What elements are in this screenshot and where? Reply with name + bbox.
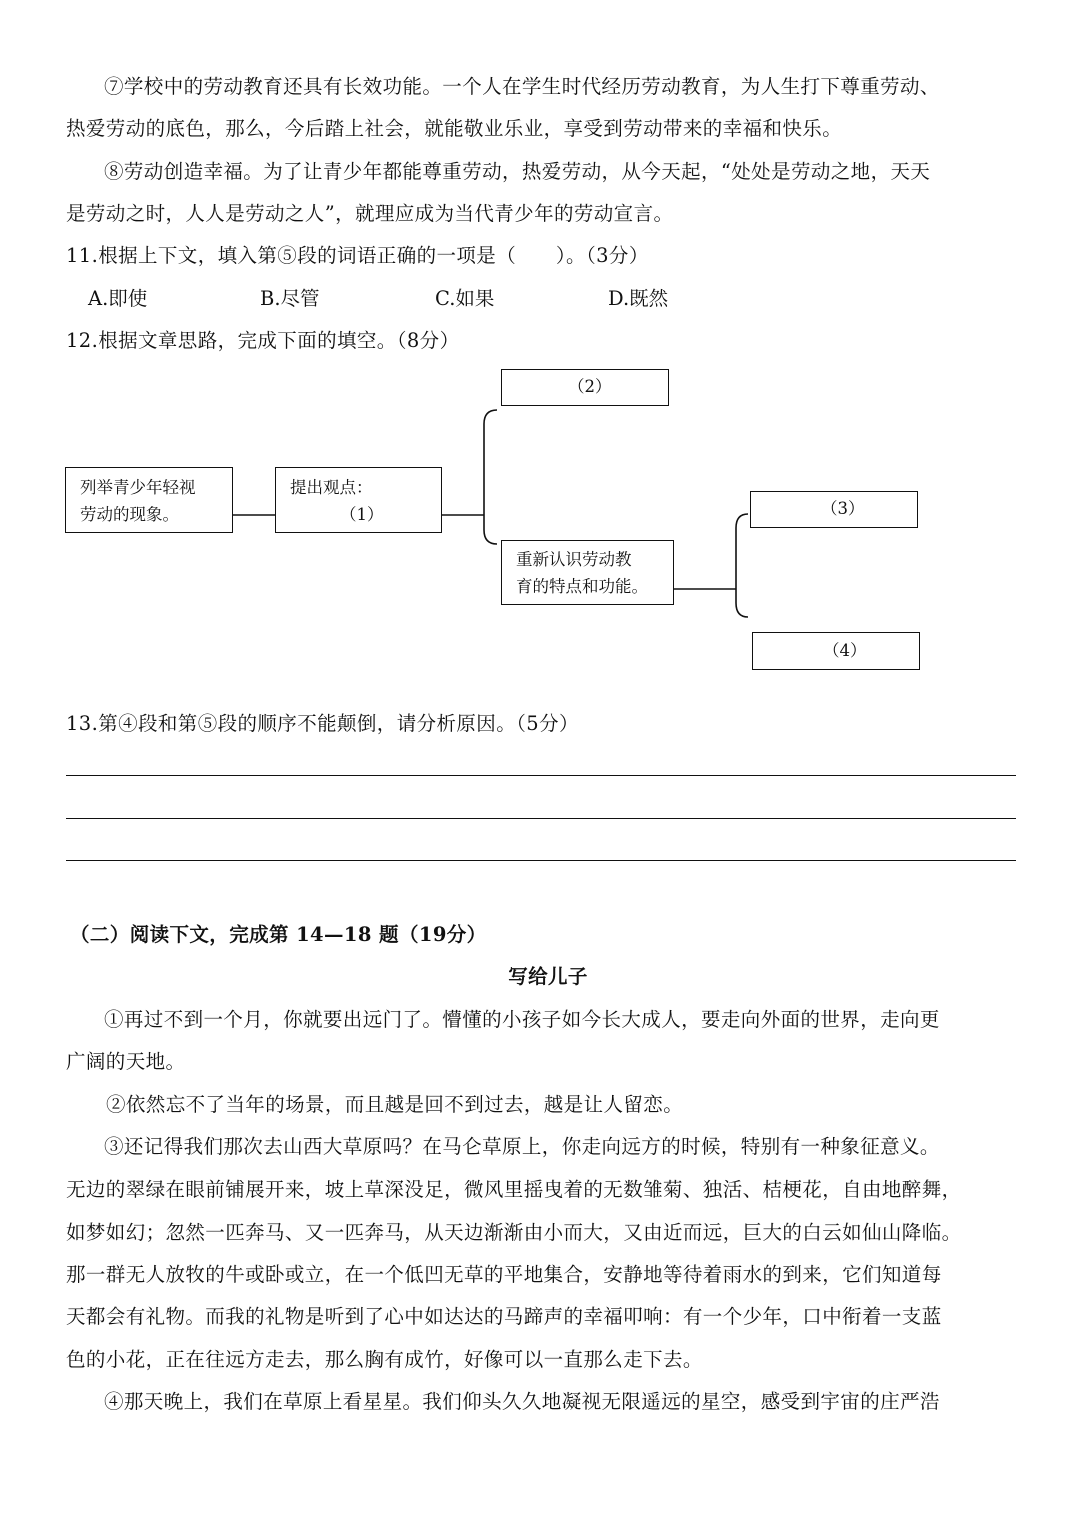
article-line: 广阔的天地。	[66, 1050, 186, 1073]
diagram-box-start	[65, 467, 233, 533]
article-line: 色的小花，正在往远方走去，那么胸有成竹，好像可以一直那么走下去。	[66, 1348, 703, 1371]
diagram-box-viewpoint[interactable]	[275, 467, 442, 533]
question-11-stem: 11.根据上下文，填入第⑤段的词语正确的一项是（ ）。（3分）	[66, 244, 649, 267]
box-rethink-line-1: 重新认识劳动教	[516, 550, 632, 569]
box-start-line-2: 劳动的现象。	[80, 505, 179, 524]
box-2-label: （2）	[568, 377, 612, 396]
article-line: 无边的翠绿在眼前铺展开来，坡上草深没足，微风里摇曳着的无数雏菊、独活、桔梗花，自由地醉舞，	[66, 1178, 962, 1201]
box-view-line-2: （1）	[340, 505, 384, 524]
diagram-box-2[interactable]	[501, 369, 669, 406]
bracket-right	[736, 514, 748, 617]
paragraph-8-line-2: 是劳动之时，人人是劳动之人”，就理应成为当代青少年的劳动宣言。	[66, 202, 674, 225]
article-line: ④那天晚上，我们在草原上看星星。我们仰头久久地凝视无限遥远的星空，感受到宇宙的庄严浩	[104, 1390, 940, 1413]
article-line: ②依然忘不了当年的场景，而且越是回不到过去，越是让人留恋。	[106, 1093, 684, 1116]
article-line: 如梦如幻；忽然一匹奔马、又一匹奔马，从天边渐渐由小而大，又由近而远，巨大的白云如仙山降临。	[66, 1221, 962, 1244]
diagram-box-3[interactable]	[750, 491, 918, 528]
question-13-stem: 13.第④段和第⑤段的顺序不能颠倒，请分析原因。（5分）	[66, 712, 579, 735]
answer-line-3[interactable]	[66, 860, 1016, 861]
bracket-left	[484, 410, 497, 544]
answer-line-1[interactable]	[66, 775, 1016, 776]
article-line: ①再过不到一个月，你就要出远门了。懵懂的小孩子如今长大成人，要走向外面的世界，走向更	[104, 1008, 940, 1031]
box-3-label: （3）	[821, 499, 865, 518]
paragraph-8-line-1: ⑧劳动创造幸福。为了让青少年都能尊重劳动，热爱劳动，从今天起，“处处是劳动之地，天天	[104, 160, 931, 183]
article-line: ③还记得我们那次去山西大草原吗？在马仑草原上，你走向远方的时候，特别有一种象征意义。	[104, 1135, 940, 1158]
q11-option-c[interactable]: C.如果	[435, 287, 495, 310]
box-start-line-1: 列举青少年轻视	[80, 478, 196, 497]
q11-option-b[interactable]: B.尽管	[260, 287, 320, 310]
box-4-label: （4）	[823, 641, 867, 660]
question-12-stem: 12.根据文章思路，完成下面的填空。（8分）	[66, 329, 460, 352]
box-rethink-line-2: 育的特点和功能。	[516, 577, 648, 596]
article-line: 天都会有礼物。而我的礼物是听到了心中如达达的马蹄声的幸福叩响：有一个少年，口中衔着一支蓝	[66, 1305, 942, 1328]
diagram-box-4[interactable]	[752, 632, 920, 670]
article-line: 那一群无人放牧的牛或卧或立，在一个低凹无草的平地集合，安静地等待着雨水的到来，它们知道每	[66, 1263, 942, 1286]
diagram-box-rethink	[501, 540, 674, 605]
paragraph-7-line-1: ⑦学校中的劳动教育还具有长效功能。一个人在学生时代经历劳动教育，为人生打下尊重劳动、	[104, 75, 940, 98]
article-title: 写给儿子	[508, 965, 588, 988]
q11-option-d[interactable]: D.既然	[608, 287, 669, 310]
paragraph-7-line-2: 热爱劳动的底色，那么，今后踏上社会，就能敬业乐业，享受到劳动带来的幸福和快乐。	[66, 117, 843, 140]
box-view-line-1: 提出观点：	[290, 478, 373, 497]
answer-line-2[interactable]	[66, 818, 1016, 819]
q11-option-a[interactable]: A.即使	[88, 287, 148, 310]
section-2-heading: （二）阅读下文，完成第 14—18 题（19分）	[70, 923, 487, 946]
